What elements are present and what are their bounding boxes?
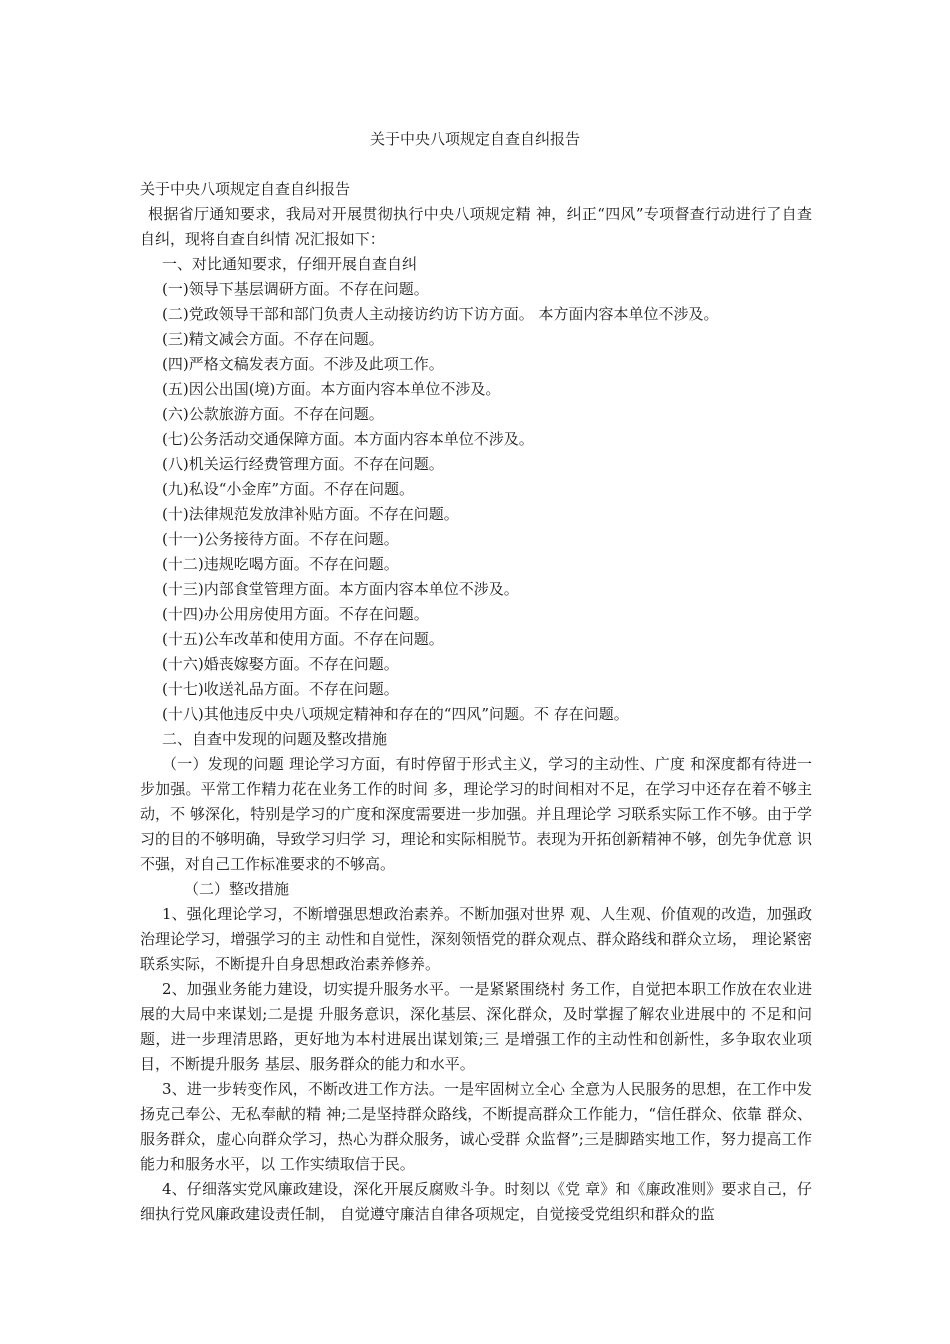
document-title: 关于中央八项规定自查自纠报告 (369, 130, 580, 148)
checklist-item: (五)因公出国(境)方面。本方面内容本单位不涉及。 (162, 380, 501, 398)
checklist-item: (三)精文减会方面。不存在问题。 (162, 330, 384, 348)
document-subtitle: 关于中央八项规定自查自纠报告 (140, 180, 351, 198)
checklist-item: (八)机关运行经费管理方面。不存在问题。 (162, 455, 444, 473)
checklist-item: (十)法律规范发放津补贴方面。不存在问题。 (162, 505, 459, 523)
checklist-item: (十四)办公用房使用方面。不存在问题。 (162, 605, 429, 623)
measure-paragraph: 4、仔细落实党风廉政建设，深化开展反腐败斗争。时刻以《党 章》和《廉政准则》要求自己，仔细执行党风廉政建设责任制， 自觉遵守廉洁自律各项规定，自觉接受党组织和群众的监 (140, 1180, 812, 1223)
checklist-item: (十八)其他违反中央八项规定精神和存在的“四风”问题。不 存在问题。 (162, 705, 629, 723)
measure-paragraph: 1、强化理论学习，不断增强思想政治素养。不断加强对世界 观、人生观、价值观的改造，加强政治理论学习，增强学习的主 动性和自觉性，深刻领悟党的群众观点、群众路线和群众立场， 理论紧密联系实际，不断提升自身思想政治素养修养。 (140, 905, 812, 973)
checklist-item: (一)领导下基层调研方面。不存在问题。 (162, 280, 429, 298)
checklist-item: (十五)公车改革和使用方面。不存在问题。 (162, 630, 444, 648)
checklist-item: (十二)违规吃喝方面。不存在问题。 (162, 555, 399, 573)
checklist-item: (四)严格文稿发表方面。不涉及此项工作。 (162, 355, 444, 373)
checklist-item: (二)党政领导干部和部门负责人主动接访约访下访方面。 本方面内容本单位不涉及。 (162, 305, 719, 323)
section-1-heading: 一、对比通知要求，仔细开展自查自纠 (162, 255, 418, 273)
measure-paragraph: 3、进一步转变作风，不断改进工作方法。一是牢固树立全心 全意为人民服务的思想，在工作中发扬克己奉公、无私奉献的精 神;二是坚持群众路线，不断提高群众工作能力，“信任群众、依靠 群众、服务群众，虚心向群众学习，热心为群众服务，诚心受群 众监督”;三是脚踏实地工作，努力提高工作能力和服务水平，以 工作实绩取信于民。 (140, 1080, 812, 1173)
section-2-heading: 二、自查中发现的问题及整改措施 (162, 730, 388, 748)
intro-paragraph: 根据省厅通知要求，我局对开展贯彻执行中央八项规定精 神，纠正“四风”专项督查行动进行了自查自纠，现将自查自纠情 况汇报如下： (140, 205, 812, 248)
document-body (140, 177, 812, 1227)
checklist-item: (六)公款旅游方面。不存在问题。 (162, 405, 384, 423)
checklist-item: (九)私设“小金库”方面。不存在问题。 (162, 480, 415, 498)
checklist-item: (十六)婚丧嫁娶方面。不存在问题。 (162, 655, 399, 673)
checklist-item: (十七)收送礼品方面。不存在问题。 (162, 680, 399, 698)
checklist-item: (十一)公务接待方面。不存在问题。 (162, 530, 399, 548)
checklist-item: (十三)内部食堂管理方面。本方面内容本单位不涉及。 (162, 580, 519, 598)
checklist-item: (七)公务活动交通保障方面。本方面内容本单位不涉及。 (162, 430, 534, 448)
measures-heading: （二）整改措施 (184, 880, 290, 898)
measure-paragraph: 2、加强业务能力建设，切实提升服务水平。一是紧紧围绕村 务工作，自觉把本职工作放在农业进展的大局中来谋划;二是提 升服务意识，深化基层、深化群众，及时掌握了解农业进展中的 不足和问题，进一步理清思路，更好地为本村进展出谋划策;三 是增强工作的主动性和创新性，多争取农业项目，不断提升服务 基层、服务群众的能力和水平。 (140, 980, 812, 1073)
problems-paragraph: （一）发现的问题 理论学习方面，有时停留于形式主义，学习的主动性、广度 和深度都有待进一步加强。平常工作精力花在业务工作的时间 多，理论学习的时间相对不足，在学习中还存在着不够主动，不 够深化，特别是学习的广度和深度需要进一步加强。并且理论学 习联系实际工作不够。由于学习的目的不够明确，导致学习归学 习，理论和实际相脱节。表现为开拓创新精神不够，创先争优意 识不强，对自己工作标准要求的不够高。 (140, 755, 812, 873)
